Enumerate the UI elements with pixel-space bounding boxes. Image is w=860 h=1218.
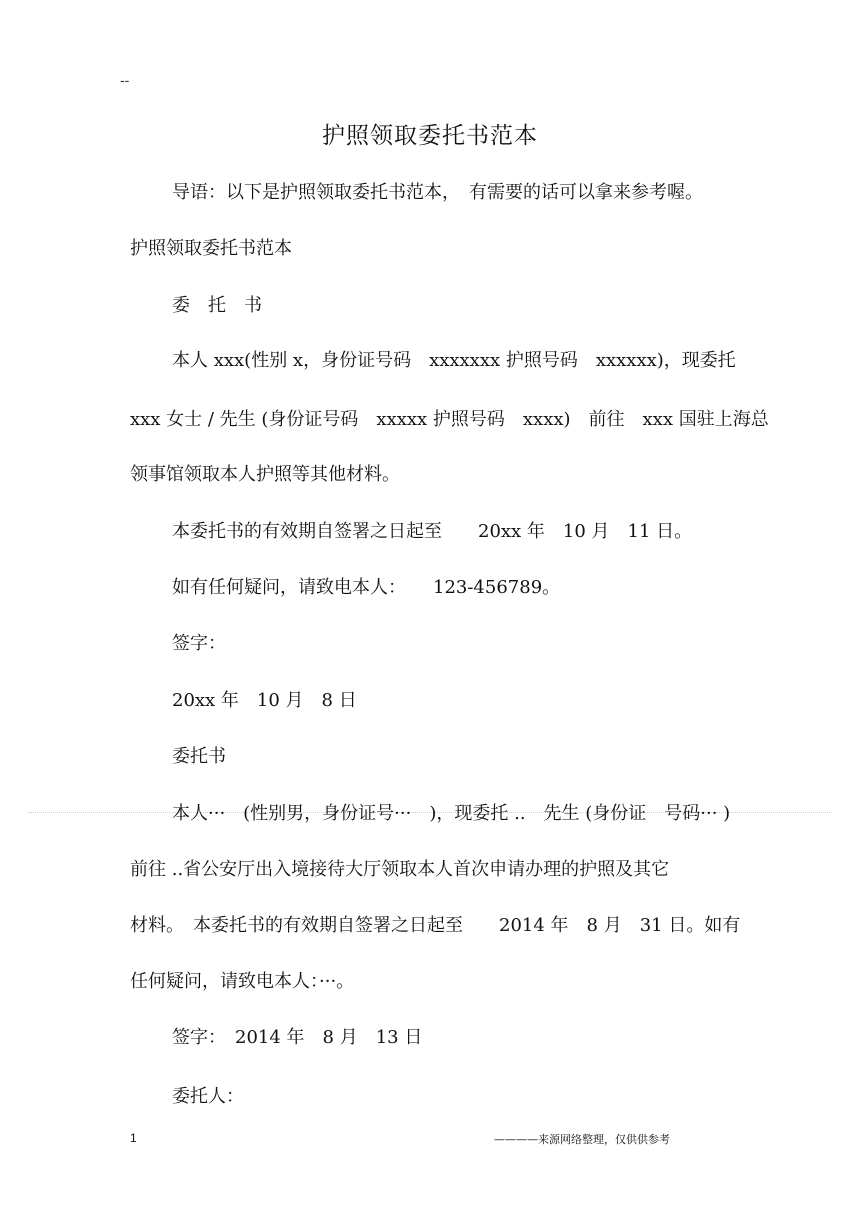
letter2-principal-label: 委托人： (172, 1086, 244, 1107)
footer-note: ————来源网络整理，仅供供参考 (494, 1133, 670, 1146)
letter1-body-line-1: 本人 xxx(性别 x，身份证号码 xxxxxxx 护照号码 xxxxxx)，现委托 (172, 350, 736, 371)
letter2-body-line-3: 材料。 本委托书的有效期自签署之日起至 2014 年 8 月 31 日。如有 (130, 915, 741, 936)
page-number: 1 (130, 1131, 137, 1145)
letter-heading-1: 委 托 书 (172, 295, 262, 316)
letter-heading-2: 委托书 (172, 746, 226, 767)
letter2-body-line-1: 本人··· (性别男，身份证号··· )，现委托 .. 先生 (身份证 号码··· ) (172, 803, 731, 824)
letter2-signature-date: 签字： 2014 年 8 月 13 日 (172, 1027, 423, 1048)
page-title: 护照领取委托书范本 (322, 123, 538, 149)
letter2-body-line-2: 前往 ..省公安厅出入境接待大厅领取本人首次申请办理的护照及其它 (130, 859, 670, 880)
letter1-date: 20xx 年 10 月 8 日 (172, 690, 357, 711)
letter1-signature-label: 签字： (172, 633, 226, 654)
letter1-contact: 如有任何疑问，请致电本人： 123-456789。 (172, 577, 561, 598)
intro-paragraph: 导语：以下是护照领取委托书范本， 有需要的话可以拿来参考喔。 (172, 182, 703, 203)
section-heading: 护照领取委托书范本 (130, 238, 292, 259)
letter1-validity: 本委托书的有效期自签署之日起至 20xx 年 10 月 11 日。 (172, 521, 693, 542)
letter2-body-line-4: 任何疑问，请致电本人：···。 (130, 971, 355, 992)
letter1-body-line-3: 领事馆领取本人护照等其他材料。 (130, 464, 400, 485)
letter1-body-line-2: xxx 女士 / 先生 (身份证号码 xxxxx 护照号码 xxxx) 前往 xxx 国驻上海总 (130, 409, 769, 430)
header-mark: -- (120, 72, 130, 88)
